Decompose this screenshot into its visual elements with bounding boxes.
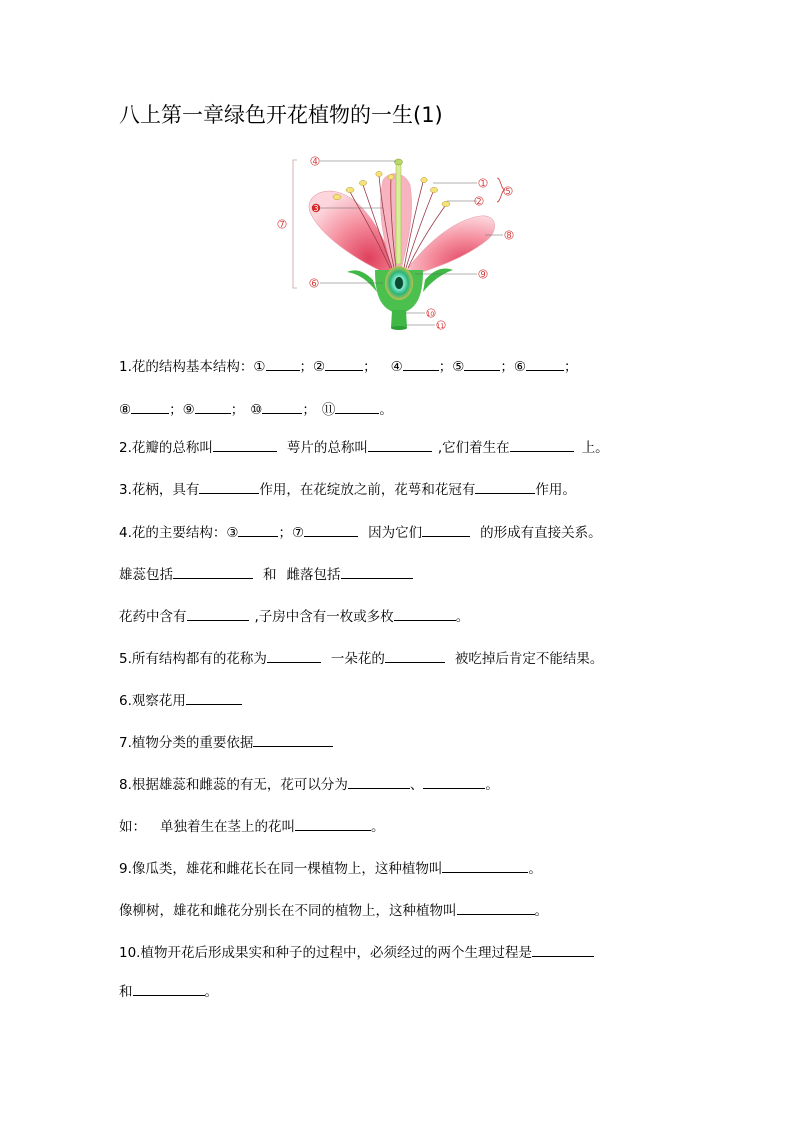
question-7: 7.植物分类的重要依据	[119, 732, 333, 753]
answer-blank[interactable]	[187, 606, 249, 621]
answer-blank[interactable]	[457, 900, 535, 915]
answer-blank[interactable]	[253, 732, 333, 747]
answer-blank[interactable]	[266, 356, 300, 371]
question-4-anther: 花药中含有 ,子房中含有一枚或多枚 。	[119, 606, 469, 627]
answer-blank[interactable]	[368, 437, 432, 452]
question-4: 4.花的主要结构：③ ；⑦ 因为它们 的形成有直接关系。	[119, 522, 602, 543]
answer-blank[interactable]	[442, 858, 528, 873]
label-7: 7	[279, 220, 285, 229]
answer-blank[interactable]	[295, 816, 371, 831]
answer-blank[interactable]	[133, 981, 205, 996]
question-1-continued: ⑧ ；⑨ ； ⑩ ； ⑪ 。	[119, 399, 393, 420]
question-1: 1.花的结构基本结构：① ；② ； ④ ；⑤ ；⑥ ；	[119, 356, 577, 377]
flower-diagram	[265, 150, 530, 340]
answer-blank[interactable]	[475, 479, 535, 494]
answer-blank[interactable]	[526, 356, 564, 371]
pedicel	[391, 310, 407, 328]
label-6: 6	[311, 279, 317, 288]
answer-blank[interactable]	[325, 356, 363, 371]
answer-blank[interactable]	[335, 399, 379, 414]
label-3: 3	[313, 204, 319, 213]
question-3: 3.花柄，具有 作用，在花绽放之前，花萼和花冠有 作用。	[119, 479, 576, 500]
question-4-stamen: 雄蕊包括 和 雌落包括	[119, 564, 413, 585]
question-2: 2.花瓣的总称叫 萼片的总称叫 ,它们着生在 上。	[119, 437, 609, 458]
label-9: 9	[480, 270, 486, 279]
answer-blank[interactable]	[186, 690, 242, 705]
question-8-example: 如： 单独着生在茎上的花叫 。	[119, 816, 385, 837]
label-5: 5	[505, 187, 511, 196]
left-sepal	[347, 270, 377, 292]
label-10: 10	[426, 311, 435, 318]
answer-blank[interactable]	[510, 437, 574, 452]
answer-blank[interactable]	[532, 942, 594, 957]
answer-blank[interactable]	[464, 356, 500, 371]
stigma	[395, 159, 403, 165]
right-petal	[405, 216, 495, 276]
answer-blank[interactable]	[423, 774, 485, 789]
answer-blank[interactable]	[267, 648, 321, 663]
label-4: 4	[312, 157, 318, 166]
answer-blank[interactable]	[304, 522, 358, 537]
answer-blank[interactable]	[195, 399, 231, 414]
label-2: 2	[476, 197, 482, 206]
answer-blank[interactable]	[394, 606, 456, 621]
answer-blank[interactable]	[199, 479, 259, 494]
question-9-willow: 像柳树，雄花和雌花分别长在不同的植物上，这种植物叫 。	[119, 900, 548, 921]
label-1: 1	[480, 179, 486, 188]
answer-blank[interactable]	[173, 564, 253, 579]
label-8: 8	[506, 231, 512, 240]
answer-blank[interactable]	[422, 522, 470, 537]
question-10-continued: 和 。	[119, 981, 218, 1002]
label-11: 11	[436, 323, 445, 330]
answer-blank[interactable]	[341, 564, 413, 579]
answer-blank[interactable]	[348, 774, 410, 789]
answer-blank[interactable]	[238, 522, 278, 537]
page-title: 八上第一章绿色开花植物的一生(1)	[119, 103, 443, 127]
question-5: 5.所有结构都有的花称为 一朵花的 被吃掉后肯定不能结果。	[119, 648, 603, 669]
answer-blank[interactable]	[385, 648, 445, 663]
question-10: 10.植物开花后形成果实和种子的过程中，必须经过的两个生理过程是	[119, 942, 594, 963]
question-6: 6.观察花用	[119, 690, 242, 711]
question-9: 9.像瓜类，雄花和雌花长在同一棵植物上，这种植物叫 。	[119, 858, 542, 879]
style	[396, 164, 401, 264]
answer-blank[interactable]	[213, 437, 277, 452]
answer-blank[interactable]	[403, 356, 439, 371]
question-8: 8.根据雄蕊和雌蕊的有无，花可以分为 、 。	[119, 774, 499, 795]
right-sepal	[423, 268, 453, 292]
answer-blank[interactable]	[131, 399, 169, 414]
answer-blank[interactable]	[262, 399, 302, 414]
